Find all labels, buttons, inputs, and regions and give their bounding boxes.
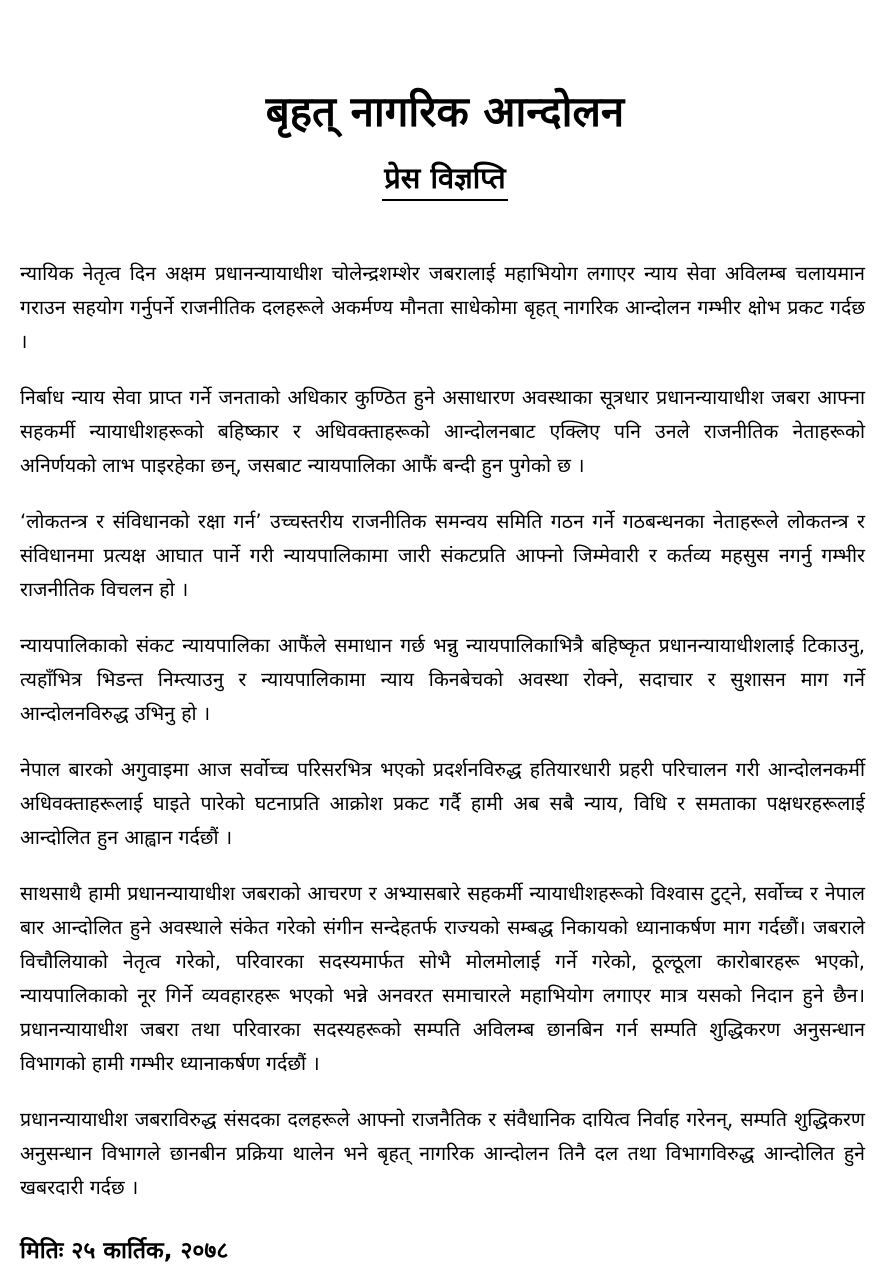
release-date: मितिः २५ कार्तिक, २०७८ <box>20 1238 229 1264</box>
press-release-heading: प्रेस विज्ञप्ति <box>382 158 507 201</box>
paragraph-7: प्रधानन्यायाधीश जबराविरुद्ध संसदका दलहरूले आफ्नो राजनैतिक र संवैधानिक दायित्व निर्वाह गरेनन्, सम्पति शुद्धिकरण अनुसन्धान विभागले छानबीन प्रक्रिया थालेन भने बृहत् नागरिक आन्दोलन तिनै दल तथा विभागविरुद्ध आन्दोलित हुने खबरदारी गर्दछ । <box>20 1108 865 1199</box>
paragraph-5: नेपाल बारको अगुवाइमा आज सर्वोच्च परिसरभित्र भएको प्रदर्शनविरुद्ध हतियारधारी प्रहरी परिचालन गरी आन्दोलनकर्मी अधिवक्ताहरूलाई घाइते पारेको घटनाप्रति आक्रोश प्रकट गर्दै हामी अब सबै न्याय, विधि र समताका पक्षधरहरूलाई आन्दोलित हुन आह्वान गर्दछौं । <box>20 758 865 849</box>
organization-title: बृहत् नागरिक आन्दोलन <box>265 87 625 136</box>
paragraph-2: निर्बाध न्याय सेवा प्राप्त गर्ने जनताको अधिकार कुण्ठित हुने असाधारण अवस्थाका सूत्रधार प्रधानन्यायाधीश जबरा आफ्ना सहकर्मी न्यायाधीशहरूको बहिष्कार र अधिवक्ताहरूको आन्दोलनबाट एक्लिए पनि उनले राजनीतिक नेताहरूको अनिर्णयको लाभ पाइरहेका छन्, जसबाट न्यायपालिका आफैं बन्दी हुन पुगेको छ । <box>20 386 865 477</box>
paragraph-6: साथसाथै हामी प्रधानन्यायाधीश जबराको आचरण र अभ्यासबारे सहकर्मी न्यायाधीशहरूको विश्वास टुट्ने, सर्वोच्च र नेपाल बार आन्दोलित हुने अवस्थाले संकेत गरेको संगीन सन्देहतर्फ राज्यको सम्बद्ध निकायको ध्यानाकर्षण माग गर्दछौं। जबराले विचौलियाको नेतृत्व गरेको, परिवारका सदस्यमार्फत सोभै मोलमोलाई गर्ने गरेको, ठूल्ठूला कारोबारहरू भएको, न्यायपालिकाको नूर गिर्ने व्यवहारहरू भएको भन्ने अनवरत समाचारले महाभियोग लगाएर मात्र यसको निदान हुने छैन। प्रधानन्यायाधीश जबरा तथा परिवारका सदस्यहरूको सम्पति अविलम्ब छानबिन गर्न सम्पति शुद्धिकरण अनुसन्धान विभागको हामी गम्भीर ध्यानाकर्षण गर्दछौं । <box>20 882 865 1075</box>
paragraph-1: न्यायिक नेतृत्व दिन अक्षम प्रधानन्यायाधीश चोलेन्द्रशम्शेर जबरालाई महाभियोग लगाएर न्याय सेवा अविलम्ब चलायमान गराउन सहयोग गर्नुपर्ने राजनीतिक दलहरूले अकर्मण्य मौनता साधेकोमा बृहत् नागरिक आन्दोलन गम्भीर क्षोभ प्रकट गर्दछ । <box>20 262 865 353</box>
paragraph-4: न्यायपालिकाको संकट न्यायपालिका आफैंले समाधान गर्छ भन्नु न्यायपालिकाभित्रै बहिष्कृत प्रधानन्यायाधीशलाई टिकाउनु, त्यहाँभित्र भिडन्त निम्त्याउनु र न्यायपालिकामा न्याय किनबेचको अवस्था रोक्ने, सदाचार र सुशासन माग गर्ने आन्दोलनविरुद्ध उभिनु हो । <box>20 634 865 725</box>
statement-body <box>20 257 865 1227</box>
paragraph-3: ‘लोकतन्त्र र संविधानको रक्षा गर्न’ उच्चस्तरीय राजनीतिक समन्वय समिति गठन गर्ने गठबन्धनका नेताहरूले लोकतन्त्र र संविधानमा प्रत्यक्ष आघात पार्ने गरी न्यायपालिकामा जारी संकटप्रति आफ्नो जिम्मेवारी र कर्तव्य महसुस नगर्नु गम्भीर राजनीतिक विचलन हो । <box>20 510 865 601</box>
subtitle-container <box>0 158 890 201</box>
